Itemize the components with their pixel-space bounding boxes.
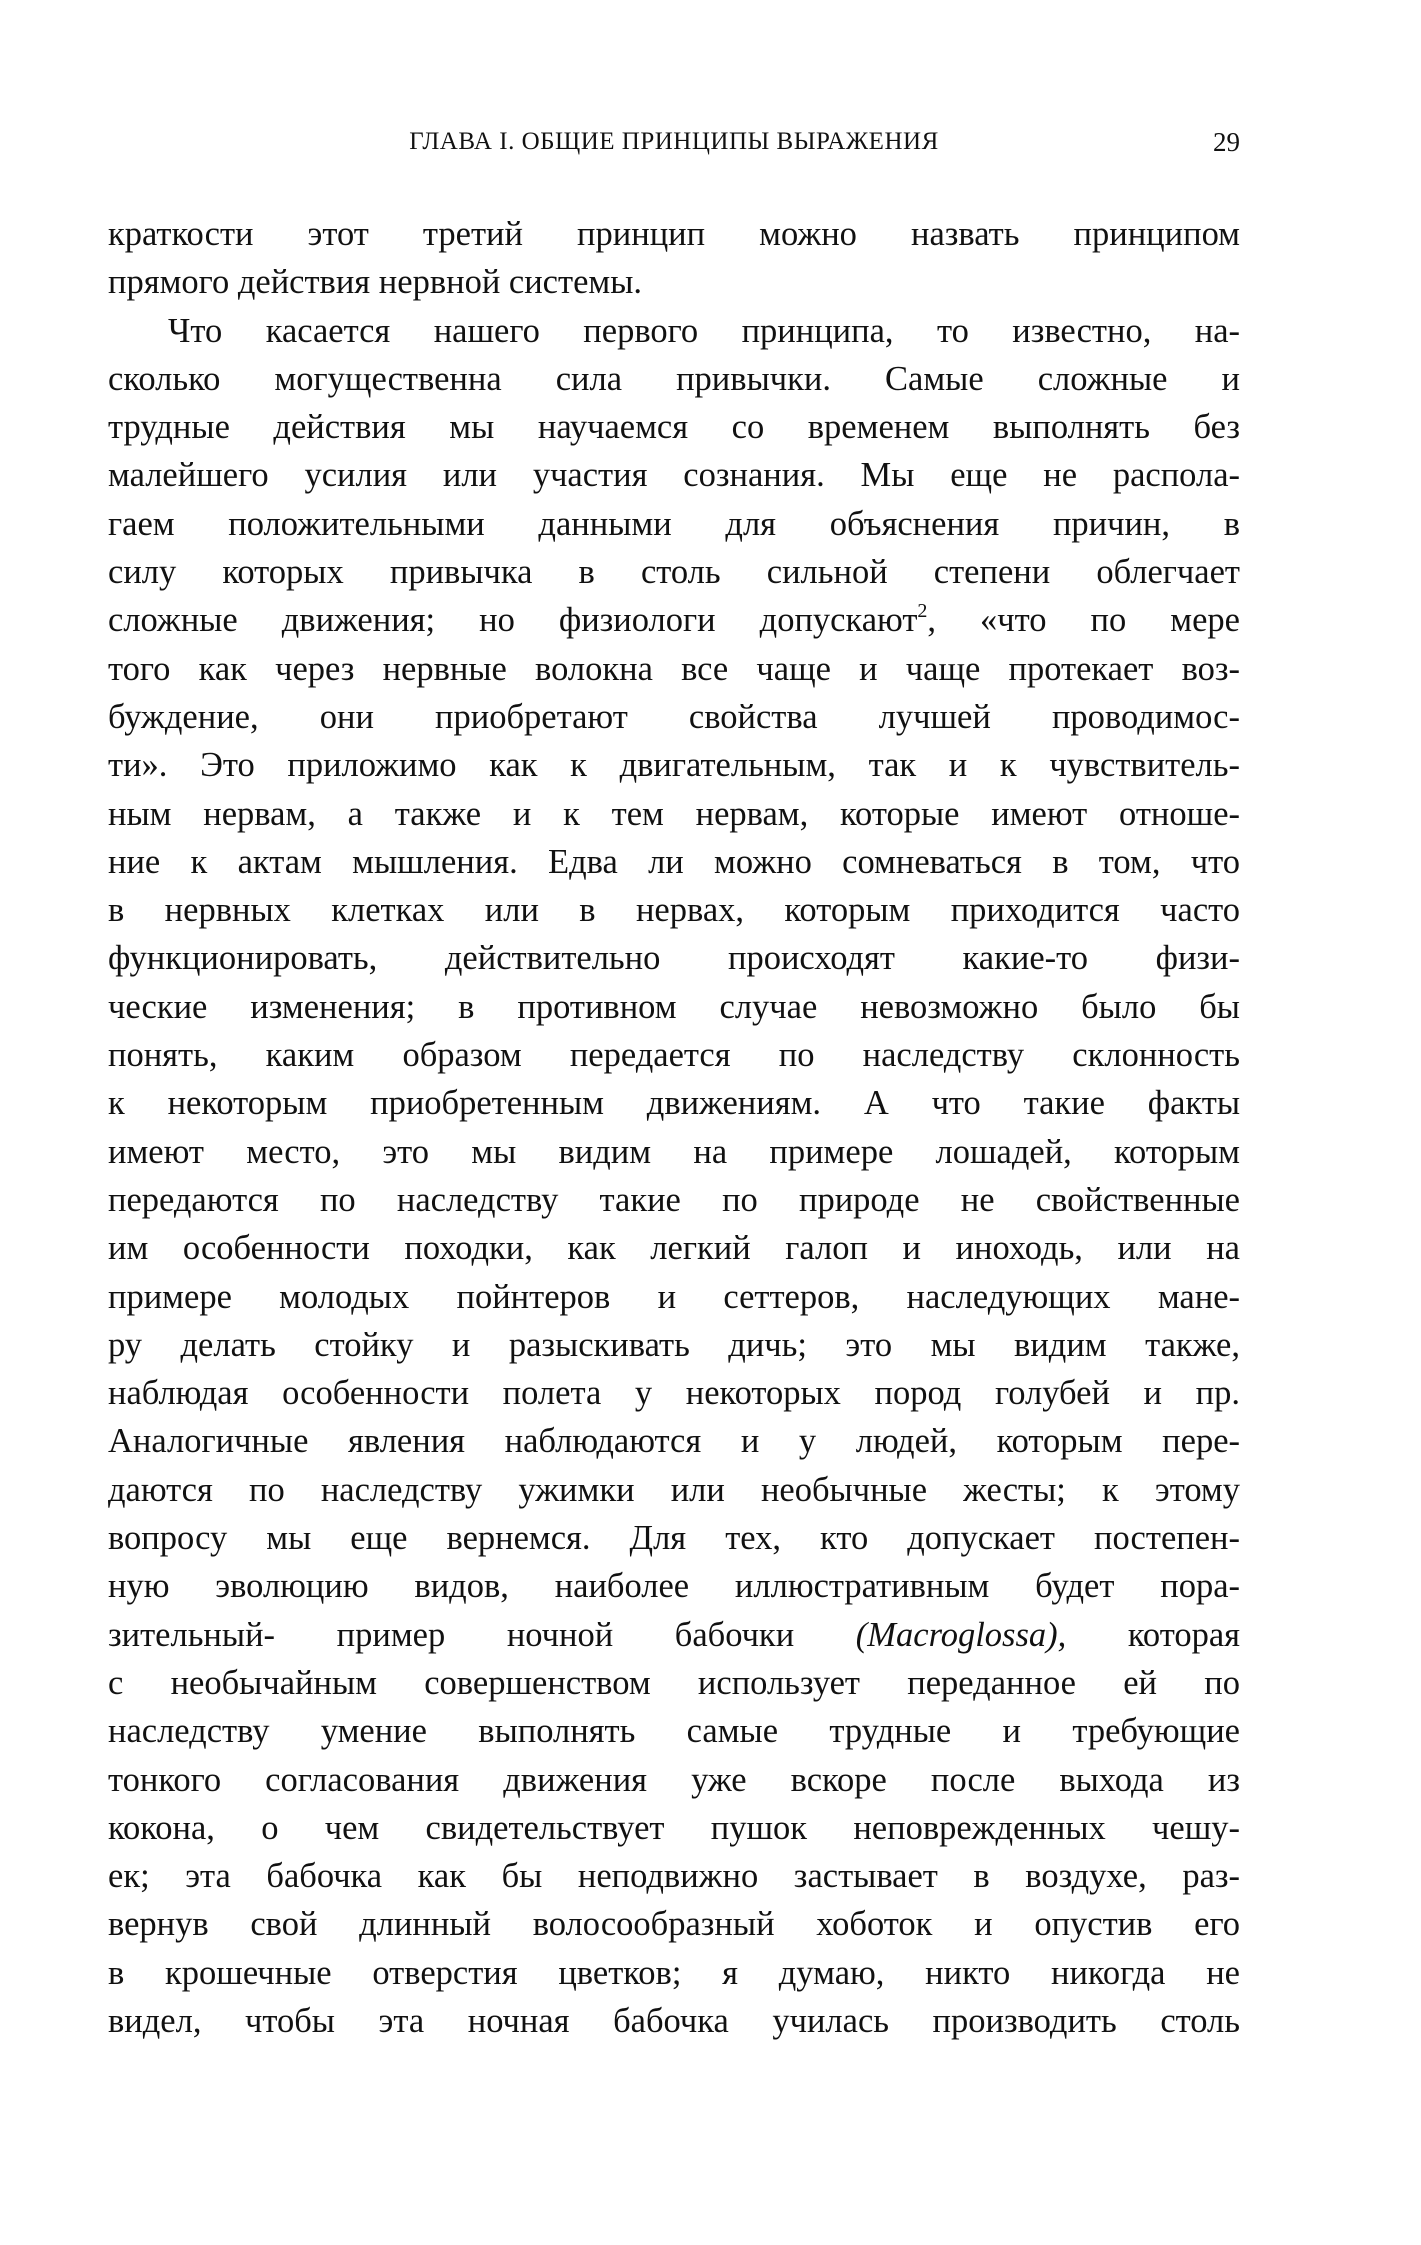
running-head bbox=[108, 122, 1240, 162]
text-line: краткости этот третий принцип можно назвать принципом bbox=[108, 215, 1240, 253]
text-line: примере молодых пойнтеров и сеттеров, наследующих мане- bbox=[108, 1277, 1240, 1316]
text-line: даются по наследству ужимки или необычные жесты; к этому bbox=[108, 1470, 1240, 1509]
text-line: наследству умение выполнять самые трудные и требующие bbox=[108, 1712, 1240, 1751]
text-line: наблюдая особенности полета у некоторых пород голубей и пр. bbox=[108, 1374, 1240, 1413]
text-line: в крошечные отверстия цветков; я думаю, никто никогда не bbox=[108, 1953, 1240, 1992]
body-text bbox=[108, 210, 1240, 2045]
footnote-reference[interactable]: 2 bbox=[917, 600, 928, 623]
text-line: сколько могущественна сила привычки. Самые сложные и bbox=[108, 359, 1240, 398]
page-number: 29 bbox=[1213, 127, 1240, 157]
text-line-with-footnote bbox=[108, 596, 1240, 644]
text-line: ек; эта бабочка как бы неподвижно застывает в воздухе, раз- bbox=[108, 1857, 1240, 1896]
text-line: в нервных клетках или в нервах, которым приходится часто bbox=[108, 891, 1240, 930]
text-fragment: зительный- пример ночной бабочки bbox=[108, 1615, 856, 1654]
text-fragment: сложные движения; но физиологи допускают bbox=[108, 601, 918, 640]
text-line: ние к актам мышления. Едва ли можно сомневаться в том, что bbox=[108, 842, 1240, 881]
text-line: ческие изменения; в противном случае невозможно было бы bbox=[108, 987, 1240, 1026]
text-line: вернув свой длинный волосообразный хоботок и опустив его bbox=[108, 1905, 1240, 1944]
text-line: малейшего усилия или участия сознания. Мы еще не распола- bbox=[108, 456, 1240, 495]
text-line: того как через нервные волокна все чаще и чаще протекает воз- bbox=[108, 649, 1240, 688]
text-line: силу которых привычка в столь сильной степени облегчает bbox=[108, 553, 1240, 592]
text-line: трудные действия мы научаемся со временем выполнять без bbox=[108, 408, 1240, 447]
text-line: прямого действия нервной системы. bbox=[108, 263, 643, 302]
text-line: с необычайным совершенством использует переданное ей по bbox=[108, 1663, 1240, 1702]
text-line-with-italic bbox=[108, 1611, 1240, 1659]
chapter-title: ГЛАВА I. ОБЩИЕ ПРИНЦИПЫ ВЫРАЖЕНИЯ bbox=[409, 128, 939, 155]
text-line: буждение, они приобретают свойства лучшей проводимос- bbox=[108, 697, 1240, 736]
text-line: ным нервам, а также и к тем нервам, которые имеют отноше- bbox=[108, 794, 1240, 833]
text-line: кокона, о чем свидетельствует пушок неповрежденных чешу- bbox=[108, 1808, 1240, 1847]
text-line: ти». Это приложимо как к двигательным, так и к чувствитель- bbox=[108, 746, 1240, 785]
text-fragment: , «что по мере bbox=[927, 601, 1240, 640]
text-line: передаются по наследству такие по природе не свойственные bbox=[108, 1180, 1240, 1219]
text-line: вопросу мы еще вернемся. Для тех, кто допускает постепен- bbox=[108, 1519, 1240, 1558]
text-fragment: которая bbox=[1066, 1615, 1241, 1654]
text-line: функционировать, действительно происходят какие-то физи- bbox=[108, 939, 1240, 978]
text-line: Что касается нашего первого принципа, то известно, на- bbox=[168, 311, 1240, 350]
text-line: понять, каким образом передается по наследству склонность bbox=[108, 1036, 1240, 1075]
text-line: Аналогичные явления наблюдаются и у людей, которым пере- bbox=[108, 1422, 1240, 1461]
text-line: им особенности походки, как легкий галоп и иноходь, или на bbox=[108, 1229, 1240, 1268]
text-line: ную эволюцию видов, наиболее иллюстративным будет пора- bbox=[108, 1567, 1240, 1606]
text-line: гаем положительными данными для объяснения причин, в bbox=[108, 504, 1240, 543]
text-line: ру делать стойку и разыскивать дичь; это мы видим также, bbox=[108, 1325, 1240, 1364]
italic-species-name: (Macroglossa), bbox=[855, 1615, 1067, 1654]
text-line: имеют место, это мы видим на примере лошадей, которым bbox=[108, 1132, 1240, 1171]
text-line: к некоторым приобретенным движениям. А что такие факты bbox=[108, 1084, 1240, 1123]
text-line: тонкого согласования движения уже вскоре после выхода из bbox=[108, 1760, 1240, 1799]
text-line: видел, чтобы эта ночная бабочка училась производить столь bbox=[108, 2001, 1240, 2040]
